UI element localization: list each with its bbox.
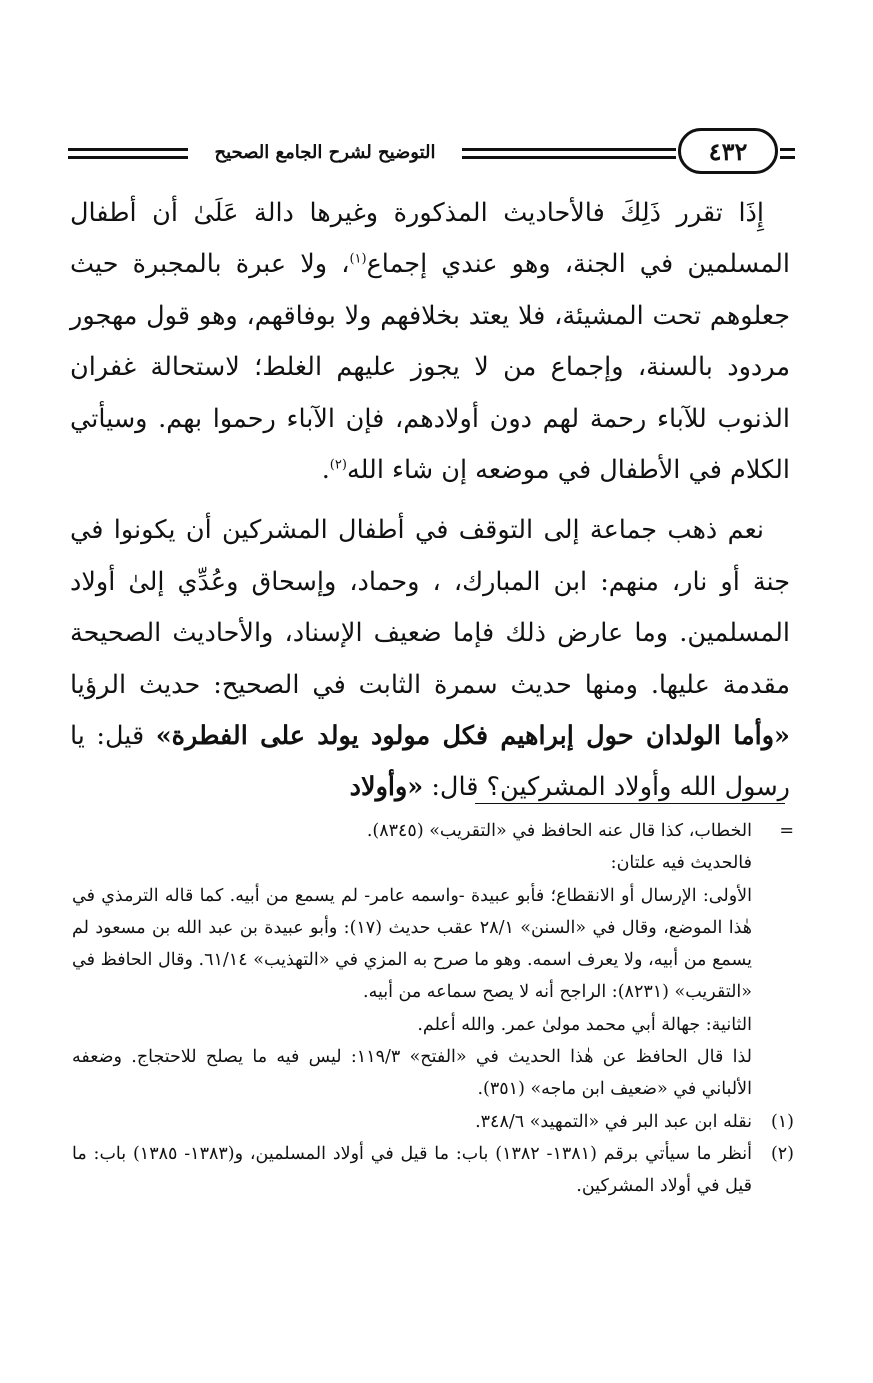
p1-text-a: إِذَا تقرر ذَلِكَ فالأحاديث المذكورة وغيرها دالة عَلَىٰ أن أطفال المسلمين في الجنة، وهو عندي إجماع: [70, 198, 790, 280]
header-rule-mid-top: [462, 148, 676, 151]
footnote-2-mark: (٢): [770, 1143, 794, 1164]
footnote-line: لذا قال الحافظ عن هٰذا الحديث في «الفتح» ١١٩/٣: ليس فيه ما يصلح للاحتجاج. وضعفه الألباني في «ضعيف ابن ماجه» (٣٥١).: [72, 1047, 752, 1100]
header-rule-right-bottom: [780, 156, 795, 159]
footnotes: [72, 815, 794, 1203]
footnote-1-text: نقله ابن عبد البر في «التمهيد» ٣٤٨/٦.: [475, 1111, 752, 1132]
page-number: ٤٣٢: [708, 136, 748, 166]
footnote-2-text: أنظر ما سيأتي برقم (١٣٨١- ١٣٨٢) باب: ما قيل في أولاد المسلمين، و(١٣٨٣- ١٣٨٥) باب: ما قيل في أولاد المشركين.: [72, 1143, 752, 1197]
paragraph-2: [70, 505, 790, 813]
header-rule-mid-bottom: [462, 156, 676, 159]
p2-text-c: قيل: يا رسول الله وأولاد المشركين؟ قال:: [70, 721, 790, 803]
footnote-line: فالحديث فيه علتان:: [610, 853, 752, 874]
footnote-1: [72, 1106, 794, 1138]
footnote-ref-1: (١): [349, 251, 367, 267]
footnote-continuation: [72, 815, 794, 847]
continuation-text: الخطاب، كذا قال عنه الحافظ في «التقريب» (٨٣٤٥).: [366, 821, 752, 841]
quote-continues: «وأولاد: [349, 772, 424, 803]
p1-text-b: ، ولا عبرة بالمجبرة حيث جعلوهم تحت المشيئة، فلا يعتد بخلافهم ولا بوفاقهم، وهو قول مهجور مردود بالسنة، وإجماع من لا يجوز عليهم الغلط؛ لاستحالة غفران الذنوب للآباء رحمة لهم دون أولادهم، فإن الآباء رحموا بهم. وسيأتي الكلام في الأطفال في موضعه إن شاء الله: [70, 249, 790, 486]
page-header: [68, 128, 795, 178]
paragraph-1: [70, 188, 790, 496]
header-rule-left-top: [68, 148, 188, 151]
p2-text-a: نعم ذهب جماعة إلى التوقف في أطفال المشركين أن يكونوا في جنة أو نار، منهم: ابن المبارك، ، وحماد، وإسحاق وعُدِّي إلىٰ أولاد المسلمين. وما عارض ذلك فإما ضعيف الإسناد، والأحاديث الصحيحة مقدمة عليها. ومنها حديث سمرة الثابت في الصحيح: حديث الرؤيا: [70, 515, 790, 700]
continuation-mark: =: [779, 821, 794, 841]
header-rule-left-bottom: [68, 156, 188, 159]
main-text: [70, 188, 790, 814]
footnote-line: الثانية: جهالة أبي محمد مولىٰ عمر. والله أعلم.: [417, 1014, 752, 1035]
hadith-quote: «وأما الولدان حول إبراهيم فكل مولود يولد على الفطرة»: [155, 721, 790, 752]
page-number-badge: [678, 128, 778, 174]
footnote-2: [72, 1138, 794, 1203]
footnote-separator: [475, 803, 785, 804]
footnote-1-mark: (١): [770, 1111, 794, 1132]
p1-end: .: [321, 455, 330, 486]
footnote-ref-2: (٢): [329, 457, 347, 473]
footnote-line: الأولى: الإرسال أو الانقطاع؛ فأبو عبيدة -واسمه عامر- لم يسمع من أبيه. كما قاله الترمذي في هٰذا الموضع، وقال في «السنن» ٢٨/١ عقب حديث (١٧): وأبو عبيدة بن عبد الله بن مسعود لم يسمع من أبيه، ولا يعرف اسمه. وهو ما صرح به المزي في «التهذيب» ٦١/١٤. وقال الحافظ في «التقريب» (٨٢٣١): الراجح أنه لا يصح سماعه من أبيه.: [72, 885, 752, 1003]
header-rule-right-top: [780, 148, 795, 151]
running-title: التوضيح لشرح الجامع الصحيح: [214, 142, 436, 163]
